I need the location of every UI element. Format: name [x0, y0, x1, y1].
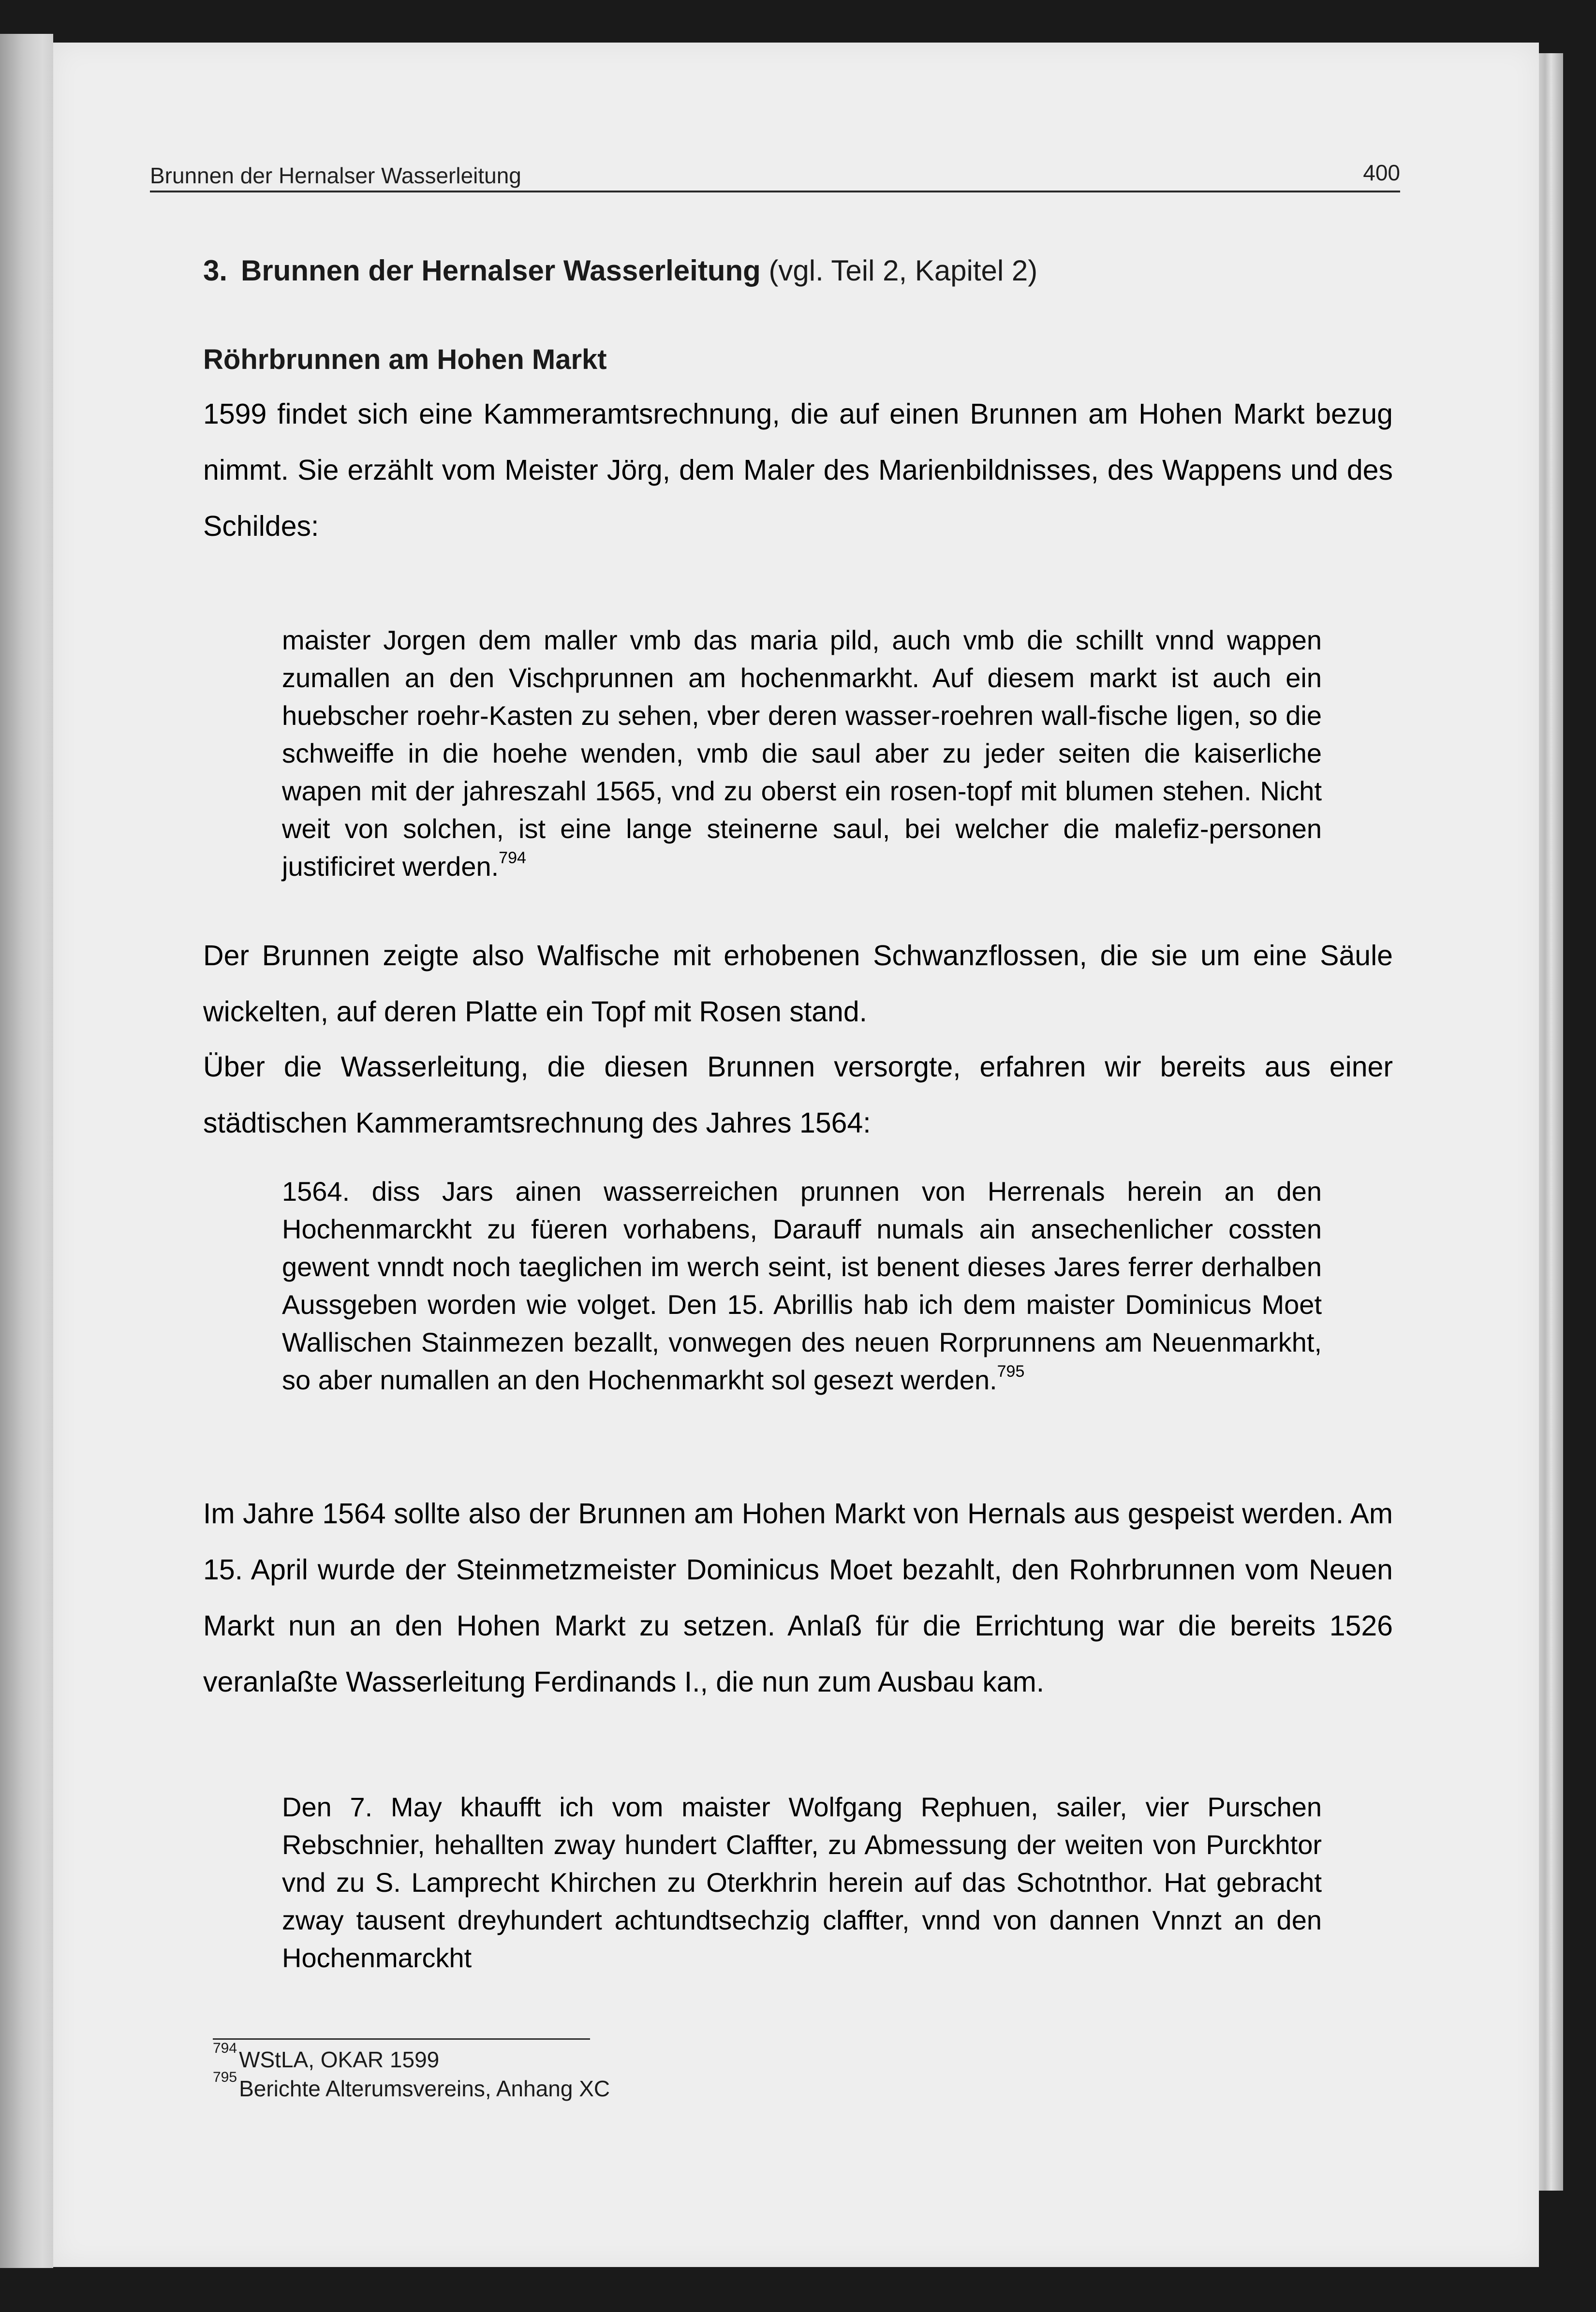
section-reference: (vgl. Teil 2, Kapitel 2): [768, 254, 1038, 287]
paragraph-2: Der Brunnen zeigte also Walfische mit erhobenen Schwanzflossen, die sie um eine Säule wickelten, auf deren Platte ein Topf mit Rosen stand.: [203, 940, 1393, 1028]
section-heading: [203, 254, 1037, 287]
section-title: Brunnen der Hernalser Wasserleitung: [241, 254, 761, 287]
running-title: Brunnen der Hernalser Wasserleitung: [150, 163, 521, 188]
section-number: 3.: [203, 254, 228, 287]
quote-2: [282, 1173, 1322, 1399]
quote-1-text: maister Jorgen dem maller vmb das maria pild, auch vmb die schillt vnnd wappen zumallen an den Vischprunnen am hochenmarkht. Auf diesem markt ist auch ein huebscher roehr-Kasten zu sehen, vber deren wasser-roehren wall-fische ligen, so die schweiffe in die hoehe wenden, vmb die saul aber zu jeder seiten die kaiserliche wapen mit der jahreszahl 1565, vnd zu oberst ein rosen-topf mit blumen stehen. Nicht weit von solchen, ist eine lange steinerne saul, bei welcher die malefiz-personen justificiret werden.: [282, 625, 1322, 882]
left-page-edge: [0, 34, 53, 2268]
footnote-ref-794: 794: [499, 849, 526, 868]
paragraph-1: 1599 findet sich eine Kammeramtsrechnung, die auf einen Brunnen am Hohen Markt bezug nimmt. Sie erzählt vom Meister Jörg, dem Maler des Marienbildnisses, des Wappens und des Schildes:: [203, 398, 1393, 542]
paragraph-3: Über die Wasserleitung, die diesen Brunnen versorgte, erfahren wir bereits aus einer städtischen Kammeramtsrechnung des Jahres 1564:: [203, 1051, 1393, 1139]
footnote-795: $^{795}$Berichte Alterumsvereins, Anhang XC: [213, 2069, 610, 2101]
footnote-794: $^{794}$WStLA, OKAR 1599: [213, 2040, 440, 2072]
running-header: [150, 155, 1400, 192]
quote-1: [282, 621, 1322, 885]
quote-2-text: 1564. diss Jars ainen wasserreichen prunnen von Herrenals herein an den Hochenmarckht zu füeren vorhabens, Darauff numals ain ansechenlicher cossten gewent vnndt noch taeglichen im werch seint, ist benent dieses Jares ferrer derhalben Aussgeben worden wie volget. Den 15. Abrillis hab ich dem maister Dominicus Moet Wallischen Stainmezen bezallt, vonwegen des neuen Rorprunnens am Neuenmarkht, so aber numallen an den Hochenmarkht sol gesezt werden.: [282, 1176, 1322, 1395]
footnote-divider: [213, 2038, 590, 2040]
quote-3: Den 7. May khaufft ich vom maister Wolfgang Rephuen, sailer, vier Purschen Rebschnier, hehallten zway hundert Claffter, zu Abmessung der weiten von Purckhtor vnd zu S. Lamprecht Khirchen zu Oterkhrin herein auf das Schotnthor. Hat gebracht zway tausent dreyhundert achtundtsechzig claffter, vnnd von dannen Vnnzt an den Hochenmarckht: [282, 1792, 1322, 1973]
subheading: Röhrbrunnen am Hohen Markt: [203, 344, 607, 375]
paragraph-4: Im Jahre 1564 sollte also der Brunnen am Hohen Markt von Hernals aus gespeist werden. Am 15. April wurde der Steinmetzmeister Dominicus Moet bezahlt, den Rohrbrunnen vom Neuen Markt nun an den Hohen Markt zu setzen. Anlaß für die Errichtung war die bereits 1526 veranlaßte Wasserleitung Ferdinands I., die nun zum Ausbau kam.: [203, 1498, 1393, 1698]
page-number: 400: [1363, 160, 1400, 185]
footnote-ref-795: 795: [997, 1362, 1025, 1381]
